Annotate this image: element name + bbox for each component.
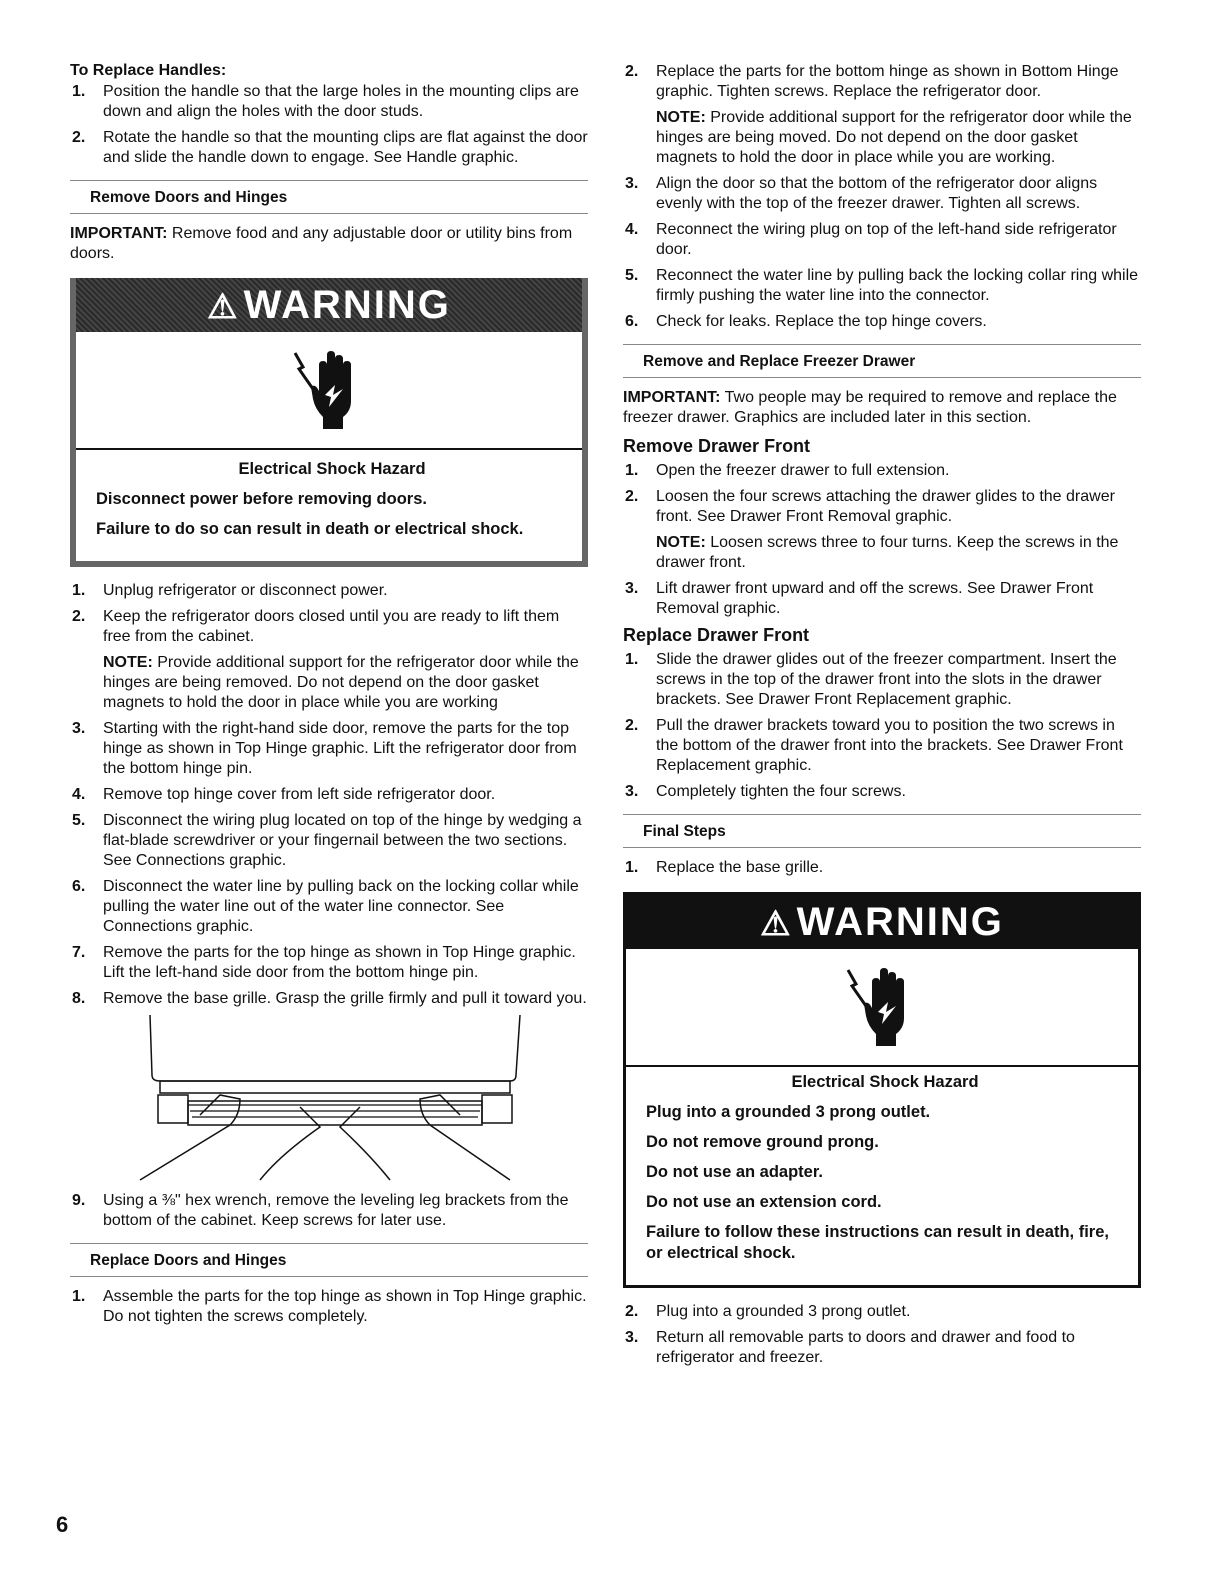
- list-item: [70, 607, 588, 713]
- shock-icon-area: [626, 949, 1138, 1067]
- step-number: 1.: [72, 1288, 86, 1305]
- note-text: Provide additional support for the refrigerator door while the hinges are being removed. Do not depend on the door gasket magnets to hold the door in place while you are working: [103, 654, 579, 711]
- section-replace-doors: Replace Doors and Hinges: [70, 1243, 588, 1277]
- list-item: [70, 128, 588, 168]
- step-number: 3.: [72, 720, 86, 737]
- list-item: [70, 581, 588, 601]
- warning-title: WARNING: [243, 283, 451, 327]
- step-text: Disconnect the wiring plug located on top of the hinge by wedging a flat-blade screwdriver or your fingernail between the two sections. See Connections graphic.: [103, 812, 582, 869]
- step-number: 1.: [72, 582, 86, 599]
- important-text: Two people may be required to remove and replace the freezer drawer. Graphics are included later in this section.: [623, 389, 1117, 426]
- step-text: Plug into a grounded 3 prong outlet.: [656, 1303, 911, 1320]
- handles-steps: [70, 82, 588, 168]
- remove-drawer-front-heading: Remove Drawer Front: [623, 436, 811, 456]
- left-column: [70, 62, 588, 1333]
- step-text: Pull the drawer brackets toward you to position the two screws in the bottom of the drawer front into the brackets. See Drawer Front Replacement graphic.: [656, 717, 1123, 774]
- shock-icon-area: [76, 332, 582, 450]
- base-grille-illustration: [70, 1015, 588, 1185]
- step-number: 2.: [72, 608, 86, 625]
- warning-text: [626, 1067, 1138, 1285]
- grille-removal-drawing: [70, 1015, 588, 1185]
- electric-shock-hand-icon: [289, 345, 369, 435]
- final-steps-b: [623, 1302, 1141, 1368]
- step-text: Return all removable parts to doors and drawer and food to refrigerator and freezer.: [656, 1329, 1075, 1366]
- step-number: 3.: [625, 783, 639, 800]
- step-text: Completely tighten the four screws.: [656, 783, 906, 800]
- warning-line: Do not use an extension cord.: [646, 1193, 882, 1211]
- step-number: 3.: [625, 175, 639, 192]
- section-final-steps: Final Steps: [623, 814, 1141, 848]
- warning-triangle-icon: ⚠: [760, 905, 793, 943]
- hazard-title: Electrical Shock Hazard: [238, 460, 426, 478]
- step-number: 2.: [72, 129, 86, 146]
- note-text: Loosen screws three to four turns. Keep the screws in the drawer front.: [656, 534, 1119, 571]
- warning-line: Disconnect power before removing doors.: [96, 490, 427, 508]
- list-item: [70, 811, 588, 871]
- step-text: Unplug refrigerator or disconnect power.: [103, 582, 388, 599]
- handles-heading: To Replace Handles:: [70, 62, 227, 79]
- warning-header: [76, 278, 582, 332]
- final-steps-a: [623, 858, 1141, 878]
- remove-front-steps: [623, 461, 1141, 619]
- warning-title: WARNING: [796, 900, 1004, 944]
- important-label: IMPORTANT:: [623, 389, 721, 406]
- warning-triangle-icon: ⚠: [207, 288, 240, 326]
- step-text: Position the handle so that the large holes in the mounting clips are down and align the holes with the door studs.: [103, 83, 579, 120]
- step-number: 8.: [72, 990, 86, 1007]
- step-number: 6.: [625, 313, 639, 330]
- note-text: Provide additional support for the refrigerator door while the hinges are being moved. Do not depend on the door gasket magnets to hold the door in place while you are working.: [656, 109, 1132, 166]
- step-number: 2.: [625, 63, 639, 80]
- step-number: 2.: [625, 488, 639, 505]
- step-text: Lift drawer front upward and off the screws. See Drawer Front Removal graphic.: [656, 580, 1094, 617]
- step-number: 3.: [625, 1329, 639, 1346]
- step-note: [656, 533, 1141, 573]
- list-item: [623, 487, 1141, 573]
- list-item: 9. Using a ⅜" hex wrench, remove the leveling leg brackets from the bottom of the cabinet. Keep screws for later use.: [72, 1192, 569, 1229]
- step-text: Remove top hinge cover from left side refrigerator door.: [103, 786, 496, 803]
- right-column: [623, 62, 1141, 1374]
- step-text: Slide the drawer glides out of the freezer compartment. Insert the screws in the top of the drawer front into the slots in the drawer brackets. See Drawer Front Replacement graphic.: [656, 651, 1117, 708]
- list-item: [623, 1302, 1141, 1322]
- note-label: NOTE:: [103, 654, 153, 671]
- hazard-title: Electrical Shock Hazard: [791, 1073, 979, 1091]
- warning-line: Do not remove ground prong.: [646, 1133, 879, 1151]
- list-item: [623, 1328, 1141, 1368]
- step-number: 6.: [72, 878, 86, 895]
- warning-line: Plug into a grounded 3 prong outlet.: [646, 1103, 931, 1121]
- step-number: 1.: [625, 859, 639, 876]
- step-note: [103, 653, 588, 713]
- step-number: 2.: [625, 717, 639, 734]
- step-number: 7.: [72, 944, 86, 961]
- warning-line: Failure to follow these instructions can result in death, fire, or electrical shock.: [646, 1223, 1109, 1262]
- replace-steps-cont: [623, 62, 1141, 332]
- step-number: 4.: [625, 221, 639, 238]
- important-text: Remove food and any adjustable door or utility bins from doors.: [70, 225, 573, 262]
- list-item: [623, 174, 1141, 214]
- list-item: [623, 220, 1141, 260]
- warning-box-outlet: [623, 892, 1141, 1288]
- list-item: [623, 716, 1141, 776]
- list-item: [70, 82, 588, 122]
- list-item: [70, 1287, 588, 1327]
- important-label: IMPORTANT:: [70, 225, 168, 242]
- replace-steps: [70, 1287, 588, 1327]
- note-label: NOTE:: [656, 109, 706, 126]
- step-text: Loosen the four screws attaching the drawer glides to the drawer front. See Drawer Front Removal graphic.: [656, 488, 1115, 525]
- section-freezer-drawer: Remove and Replace Freezer Drawer: [623, 344, 1141, 378]
- list-item: [623, 312, 1141, 332]
- warning-box-doors: [70, 278, 588, 567]
- step-text: Disconnect the water line by pulling back on the locking collar while pulling the water line out of the water line connector. See Connections graphic.: [103, 878, 579, 935]
- step-number: 3.: [625, 580, 639, 597]
- step-text: Starting with the right-hand side door, remove the parts for the top hinge as shown in Top Hinge graphic. Lift the refrigerator door from the bottom hinge pin.: [103, 720, 577, 777]
- list-item: [70, 719, 588, 779]
- section-remove-doors: Remove Doors and Hinges: [70, 180, 588, 214]
- step-nine: [70, 1191, 588, 1231]
- electric-shock-hand-icon: [842, 962, 922, 1052]
- step-number: 1.: [625, 462, 639, 479]
- step-text: Reconnect the wiring plug on top of the left-hand side refrigerator door.: [656, 221, 1117, 258]
- step-text: Check for leaks. Replace the top hinge covers.: [656, 313, 987, 330]
- list-item: [623, 858, 1141, 878]
- step-text: Rotate the handle so that the mounting clips are flat against the door and slide the handle down to engage. See Handle graphic.: [103, 129, 588, 166]
- list-item: [70, 943, 588, 983]
- warning-header: [626, 895, 1138, 949]
- warning-text: [76, 450, 582, 561]
- step-number: 2.: [625, 1303, 639, 1320]
- list-item: [623, 650, 1141, 710]
- step-text: Keep the refrigerator doors closed until you are ready to lift them free from the cabinet.: [103, 608, 560, 645]
- list-item: [623, 266, 1141, 306]
- list-item: [623, 782, 1141, 802]
- freezer-important-note: [623, 388, 1141, 428]
- warning-line: Do not use an adapter.: [646, 1163, 823, 1181]
- step-text: Reconnect the water line by pulling back the locking collar ring while firmly pushing the water line into the connector.: [656, 267, 1139, 304]
- list-item: [623, 461, 1141, 481]
- list-item: [70, 785, 588, 805]
- step-number: 5.: [625, 267, 639, 284]
- remove-steps: [70, 581, 588, 1009]
- step-number: 1.: [72, 83, 86, 100]
- list-item: [623, 579, 1141, 619]
- step-number: 4.: [72, 786, 86, 803]
- step-note: [656, 108, 1141, 168]
- step-text: Remove the parts for the top hinge as shown in Top Hinge graphic. Lift the left-hand side door from the bottom hinge pin.: [103, 944, 576, 981]
- list-item: [623, 62, 1141, 168]
- step-text: Assemble the parts for the top hinge as shown in Top Hinge graphic. Do not tighten the screws completely.: [103, 1288, 587, 1325]
- important-note: [70, 224, 588, 264]
- list-item: [70, 877, 588, 937]
- step-text: Open the freezer drawer to full extension.: [656, 462, 950, 479]
- replace-drawer-front-heading: Replace Drawer Front: [623, 625, 810, 645]
- step-text: Align the door so that the bottom of the refrigerator door aligns evenly with the top of the freezer drawer. Tighten all screws.: [656, 175, 1098, 212]
- note-label: NOTE:: [656, 534, 706, 551]
- warning-line: Failure to do so can result in death or electrical shock.: [96, 520, 524, 538]
- page-number: 6: [56, 1512, 69, 1537]
- step-text: Replace the parts for the bottom hinge as shown in Bottom Hinge graphic. Tighten screws. Replace the refrigerator door.: [656, 63, 1119, 100]
- step-number: 5.: [72, 812, 86, 829]
- step-text: Replace the base grille.: [656, 859, 824, 876]
- step-text: Remove the base grille. Grasp the grille firmly and pull it toward you.: [103, 990, 587, 1007]
- step-number: 1.: [625, 651, 639, 668]
- list-item: [70, 989, 588, 1009]
- replace-front-steps: [623, 650, 1141, 802]
